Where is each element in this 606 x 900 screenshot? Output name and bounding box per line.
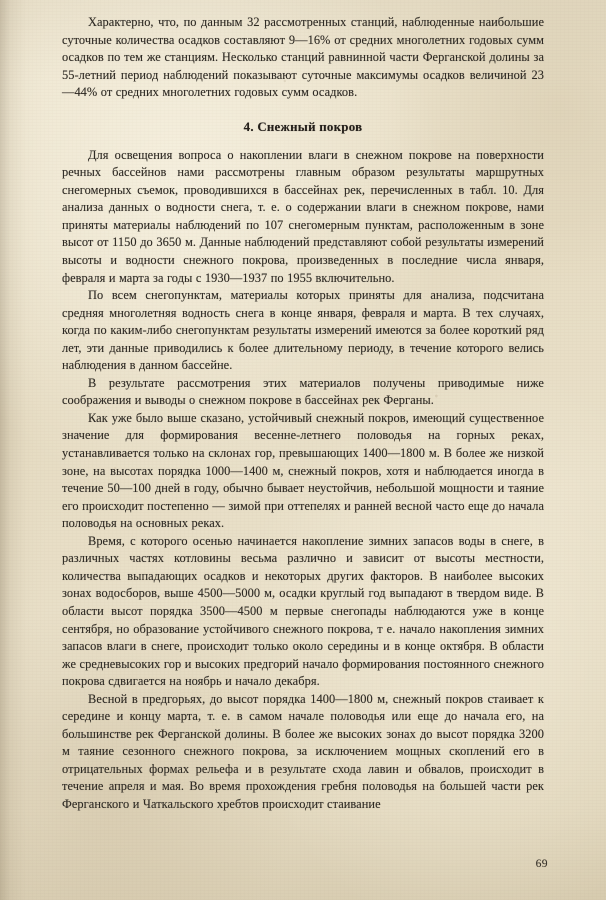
page-text-column xyxy=(62,14,544,814)
paragraph-7: Весной в предгорьях, до высот порядка 1400—1800 м, снежный покров стаивает к середине и концу марта, т. е. в самом начале половодья или еще до начала его, на большинстве рек Ферганской долины. В более же высоких зонах до высот порядка 3200 м таяние сезонного снежного покрова, за исключением мощных скоплений его в отрицательных формах рельефа и в результате схода лавин и обвалов, происходит в течение апреля и мая. Во время прохождения гребня половодья на большей части рек Ферганского и Чаткальского хребтов происходит стаивание xyxy=(62,691,544,811)
paragraph-6: Время, с которого осенью начинается накопление зимних запасов воды в снеге, в различных частях котловины весьма различно и зависит от высоты местности, количества выпадающих осадков и некоторых других факторов. В наиболее высоких зонах водосборов, выше 4500—5000 м, осадки круглый год выпадают в твердом виде. В области высот порядка 3500—4500 м первые снегопады наблюдаются уже в конце сентября, но образование устойчивого снежного покрова, т е. начало накопления зимних запасов влаги в снеге, происходит только около середины и в конце октября. В области же средневысоких гор и высоких предгорий начало формирования постоянного снежного покрова сдвигается на ноябрь и начало декабря. xyxy=(62,533,544,689)
section-heading: 4. Снежный покров xyxy=(243,119,363,134)
paragraph-2: Для освещения вопроса о накоплении влаги в снежном покрове на поверхности речных бассейнов нами рассмотрены главным образом результаты маршрутных снегомерных съемок, проводившихся в бассейнах рек, перечисленных в табл. 10. Для анализа данных о водности снега, т. е. о содержании влаги в снежном покрове, нами приняты материалы наблюдений по 107 снегомерным пунктам, расположенным в зоне высот от 1150 до 3650 м. Данные наблюдений представляют собой результаты измерений высоты и водности снежного покрова, произведенных в последние числа января, февраля и марта за годы с 1930—1937 по 1955 включительно. xyxy=(62,147,544,285)
paragraph-5: Как уже было выше сказано, устойчивый снежный покров, имеющий существенное значение для формирования весенне-летнего половодья на горных реках, устанавливается только на склонах гор, превышающих 1400—1800 м. В более же низкой зоне, на высотах порядка 1000—1400 м, снежный покров, хотя и наблюдается иногда в течение 50—100 дней в году, обычно бывает неустойчив, небольшой мощности и таяние его происходит постепенно — зимой при оттепелях и ранней весной часто еще до начала половодья на основных реках. xyxy=(62,410,544,531)
paragraph-1: Характерно, что, по данным 32 рассмотренных станций, наблюденные наибольшие суточные количества осадков составляют 9—16% от средних многолетних годовых сумм осадков по тем же станциям. Несколько станций равнинной части Ферганской долины за 55-летний период наблюдений показывают суточные максимумы осадков величиной 23—44% от средних многолетних годовых сумм осадков. xyxy=(62,15,544,100)
paragraph-4: В результате рассмотрения этих материалов получены приводимые ниже соображения и выводы о снежном покрове в бассейнах рек Ферганы. xyxy=(62,375,544,408)
page-number: 69 xyxy=(535,857,548,870)
paragraph-3: По всем снегопунктам, материалы которых приняты для анализа, подсчитана средняя многолетняя водность снега в конце января, февраля и марта. В тех случаях, когда по каким-либо снегопунктам результаты измерений имеются за более короткий ряд лет, эти данные приводились к более длительному периоду, в течение которого велись наблюдения в данном бассейне. xyxy=(62,288,544,373)
